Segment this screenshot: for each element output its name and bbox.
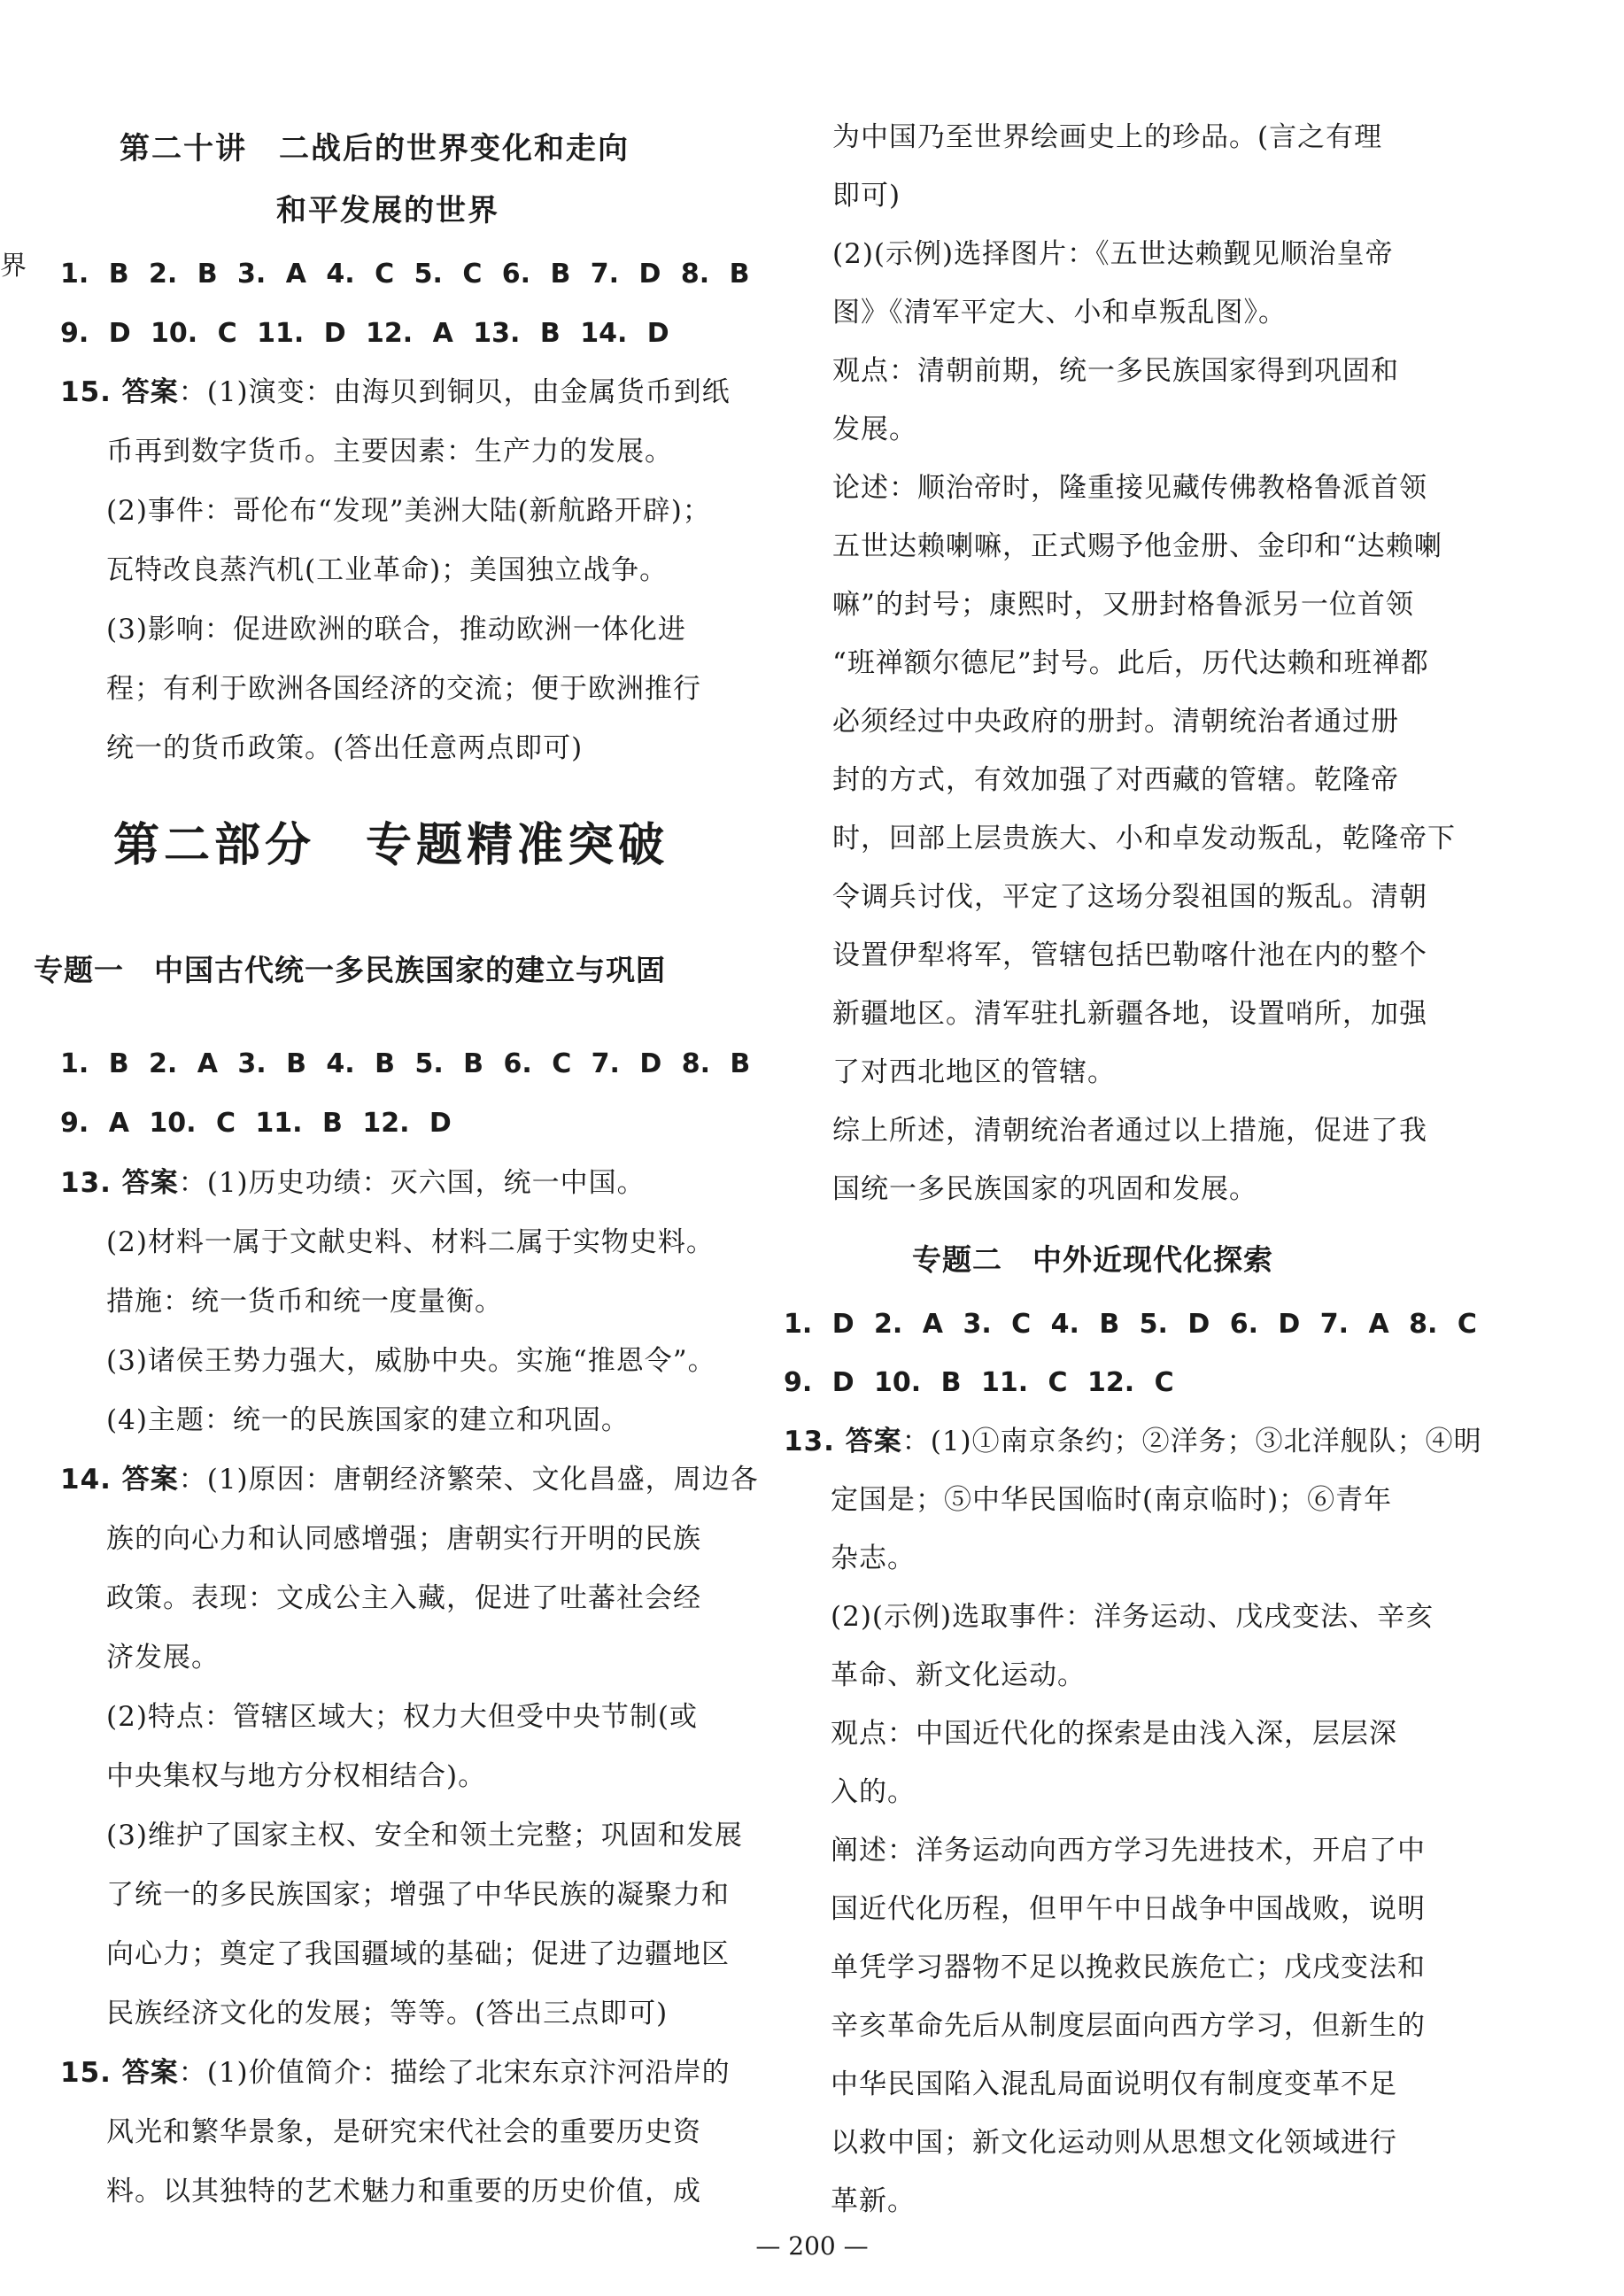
- topic-1-title: 专题一 中国古代统一多民族国家的建立与巩固: [34, 953, 666, 987]
- answer-text: ：(1)历史功绩：灭六国，统一中国。: [178, 1167, 646, 1199]
- answer-line: 定国是；⑤中华民国临时(南京临时)；⑥青年: [831, 1484, 1393, 1516]
- question-number: 15. 答案: [60, 2057, 179, 2089]
- answer-line: 革新。: [831, 2185, 916, 2217]
- answer-line: (2)(示例)选择图片：《五世达赖觐见顺治皇帝: [832, 238, 1394, 270]
- mc-answers-row: 9. D 10. C 11. D 12. A 13. B 14. D: [60, 318, 669, 349]
- answer-line: 瓦特改良蒸汽机(工业革命)；美国独立战争。: [106, 554, 669, 586]
- question-number: 13. 答案: [784, 1426, 902, 1457]
- answer-line: 向心力；奠定了我国疆域的基础；促进了边疆地区: [106, 1938, 730, 1970]
- mc-answers-row: 9. A 10. C 11. B 12. D: [60, 1108, 452, 1139]
- answer-text: ：(1)价值简介：描绘了北宋东京汴河沿岸的: [178, 2057, 731, 2089]
- answer-line: 辛亥革命先后从制度层面向西方学习，但新生的: [831, 2010, 1426, 2042]
- answer-line: 设置伊犁将军，管辖包括巴勒喀什池在内的整个: [832, 939, 1427, 971]
- answer-line: 中央集权与地方分权相结合)。: [106, 1760, 487, 1792]
- answer-line: 阐述：洋务运动向西方学习先进技术，开启了中: [831, 1835, 1426, 1867]
- answer-line: (3)诸侯王势力强大，威胁中央。实施“推恩令”。: [106, 1345, 716, 1377]
- part-title: 第二部分 专题精准突破: [113, 819, 669, 872]
- answer-line: 了对西北地区的管辖。: [832, 1056, 1116, 1088]
- answer-line: 综上所述，清朝统治者通过以上措施，促进了我: [832, 1115, 1427, 1147]
- answer-line: 程；有利于欧洲各国经济的交流；便于欧洲推行: [106, 673, 701, 705]
- answer-line: 观点：清朝前期，统一多民族国家得到巩固和: [832, 355, 1399, 387]
- answer-line: 封的方式，有效加强了对西藏的管辖。乾隆帝: [832, 764, 1399, 796]
- answer-line: (2)事件：哥伦布“发现”美洲大陆(新航路开辟)；: [106, 495, 711, 527]
- answer-line: (2)材料一属于文献史料、材料二属于实物史料。: [106, 1226, 715, 1258]
- answer-line: 图》《清军平定大、小和卓叛乱图》。: [832, 297, 1287, 329]
- answer-line: 发展。: [832, 414, 917, 445]
- lecture-title-line-2: 和平发展的世界: [276, 193, 499, 228]
- question-number: 13. 答案: [60, 1167, 179, 1199]
- answer-line: 时，回部上层贵族大、小和卓发动叛乱，乾隆帝下: [832, 823, 1456, 854]
- question-number: 14. 答案: [60, 1464, 179, 1496]
- t1-q15-answer: [60, 2055, 731, 2091]
- answer-line: 以救中国；新文化运动则从思想文化领域进行: [831, 2127, 1397, 2159]
- answer-line: 嘛”的封号；康熙时，又册封格鲁派另一位首领: [832, 589, 1414, 621]
- mc-answers-row: 1. B 2. A 3. B 4. B 5. B 6. C 7. D 8. B: [60, 1048, 751, 1079]
- answer-line: 新疆地区。清军驻扎新疆各地，设置哨所，加强: [832, 998, 1427, 1030]
- answer-line: 中华民国陷入混乱局面说明仅有制度变革不足: [831, 2068, 1397, 2100]
- answer-line: 了统一的多民族国家；增强了中华民族的凝聚力和: [106, 1879, 730, 1911]
- answer-line: 国近代化历程，但甲午中日战争中国战败，说明: [831, 1893, 1426, 1925]
- answer-line: 料。以其独特的艺术魅力和重要的历史价值，成: [106, 2176, 701, 2207]
- mc-answers-row: 9. D 10. B 11. C 12. C: [784, 1367, 1174, 1398]
- answer-line: (2)(示例)选取事件：洋务运动、戊戌变法、辛亥: [831, 1601, 1435, 1633]
- answer-line: 统一的货币政策。(答出任意两点即可): [106, 732, 584, 764]
- t1-q13-answer: [60, 1165, 646, 1201]
- answer-line: 五世达赖喇嘛，正式赐予他金册、金印和“达赖喇: [832, 530, 1442, 562]
- answer-line: 民族经济文化的发展；等等。(答出三点即可): [106, 1998, 669, 2029]
- mc-answers-row: 1. B 2. B 3. A 4. C 5. C 6. B 7. D 8. B: [60, 259, 750, 290]
- answer-line: (2)特点：管辖区域大；权力大但受中央节制(或: [106, 1701, 699, 1733]
- answer-line: 济发展。: [106, 1642, 220, 1674]
- t1-q14-answer: [60, 1462, 759, 1497]
- answer-line: 国统一多民族国家的巩固和发展。: [832, 1173, 1257, 1205]
- answer-line: 论述：顺治帝时，隆重接见藏传佛教格鲁派首领: [832, 472, 1427, 504]
- answer-line: 族的向心力和认同感增强；唐朝实行开明的民族: [106, 1523, 701, 1555]
- lecture-title-line-1: 第二十讲 二战后的世界变化和走向: [120, 131, 630, 166]
- answer-line: 单凭学习器物不足以挽救民族危亡；戊戌变法和: [831, 1952, 1426, 1983]
- edge-mark: 界: [0, 251, 27, 282]
- answer-line: 令调兵讨伐，平定了这场分裂祖国的叛乱。清朝: [832, 881, 1427, 913]
- answer-line: (3)维护了国家主权、安全和领土完整；巩固和发展: [106, 1820, 743, 1851]
- answer-line: (4)主题：统一的民族国家的建立和巩固。: [106, 1404, 630, 1436]
- answer-line: 为中国乃至世界绘画史上的珍品。(言之有理: [832, 121, 1383, 153]
- question-number: 15. 答案: [60, 376, 179, 408]
- answer-line: “班禅额尔德尼”封号。此后，历代达赖和班禅都: [832, 647, 1429, 679]
- answer-line: 措施：统一货币和统一度量衡。: [106, 1286, 503, 1318]
- answer-line: 政策。表现：文成公主入藏，促进了吐蕃社会经: [106, 1582, 701, 1614]
- answer-line: 革命、新文化运动。: [831, 1659, 1086, 1691]
- answer-line: 风光和繁华景象，是研究宋代社会的重要历史资: [106, 2116, 701, 2148]
- answer-line: 必须经过中央政府的册封。清朝统治者通过册: [832, 706, 1399, 738]
- answer-line: 币再到数字货币。主要因素：生产力的发展。: [106, 436, 673, 468]
- page-number: — 200 —: [755, 2231, 869, 2261]
- answer-line: 即可): [832, 180, 901, 212]
- mc-answers-row: 1. D 2. A 3. C 4. B 5. D 6. D 7. A 8. C: [784, 1309, 1477, 1340]
- answer-line: 入的。: [831, 1776, 916, 1808]
- answer-text: ：(1)①南京条约；②洋务；③北洋舰队；④明: [901, 1426, 1482, 1457]
- topic-2-title: 专题二 中外近现代化探索: [912, 1242, 1273, 1277]
- answer-text: ：(1)演变：由海贝到铜贝，由金属货币到纸: [178, 376, 731, 408]
- answer-line: 观点：中国近代化的探索是由浅入深，层层深: [831, 1718, 1397, 1750]
- t2-q13-answer: [784, 1424, 1482, 1459]
- answer-line: 杂志。: [831, 1542, 916, 1574]
- answer-line: (3)影响：促进欧洲的联合，推动欧洲一体化进: [106, 614, 686, 646]
- q15-answer: [60, 375, 731, 410]
- answer-text: ：(1)原因：唐朝经济繁荣、文化昌盛，周边各: [178, 1464, 759, 1496]
